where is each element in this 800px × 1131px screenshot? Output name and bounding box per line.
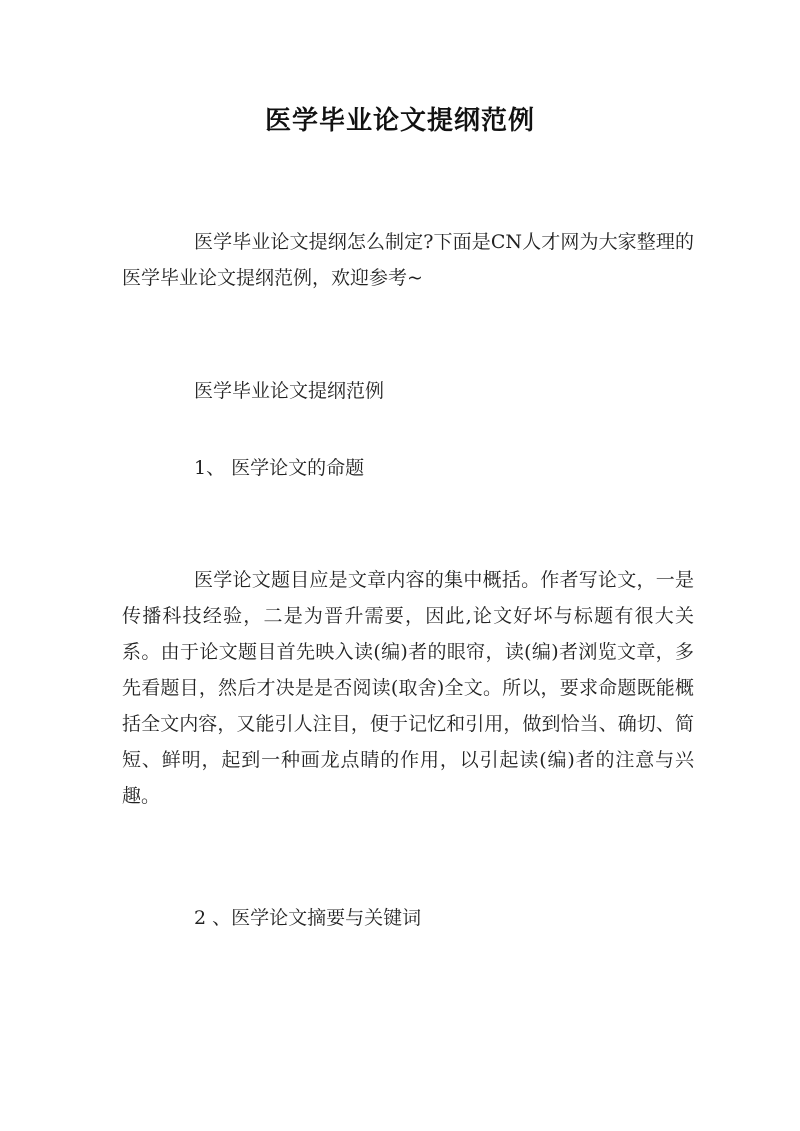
page-title: 医学毕业论文提纲范例 [264, 106, 535, 136]
section-heading-2: 2 、医学论文摘要与关键词 [194, 907, 422, 929]
section-heading-1: 1、 医学论文的命题 [194, 457, 365, 479]
section-1-paragraph: 医学论文题目应是文章内容的集中概括。作者写论文，一是传播科技经验，二是为晋升需要，因此,论文好坏与标题有很大关系。由于论文题目首先映入读(编)者的眼帘，读(编)者浏览文章，多先看题目，然后才决是是否阅读(取舍)全文。所以，要求命题既能概括全文内容，又能引人注目，便于记忆和引用，做到恰当、确切、简短、鲜明，起到一种画龙点睛的作用，以引起读(编)者的注意与兴趣。 [122, 569, 694, 807]
intro-paragraph: 医学毕业论文提纲怎么制定?下面是CN人才网为大家整理的医学毕业论文提纲范例，欢迎参考~ [122, 231, 694, 289]
section-subtitle: 医学毕业论文提纲范例 [194, 380, 385, 402]
